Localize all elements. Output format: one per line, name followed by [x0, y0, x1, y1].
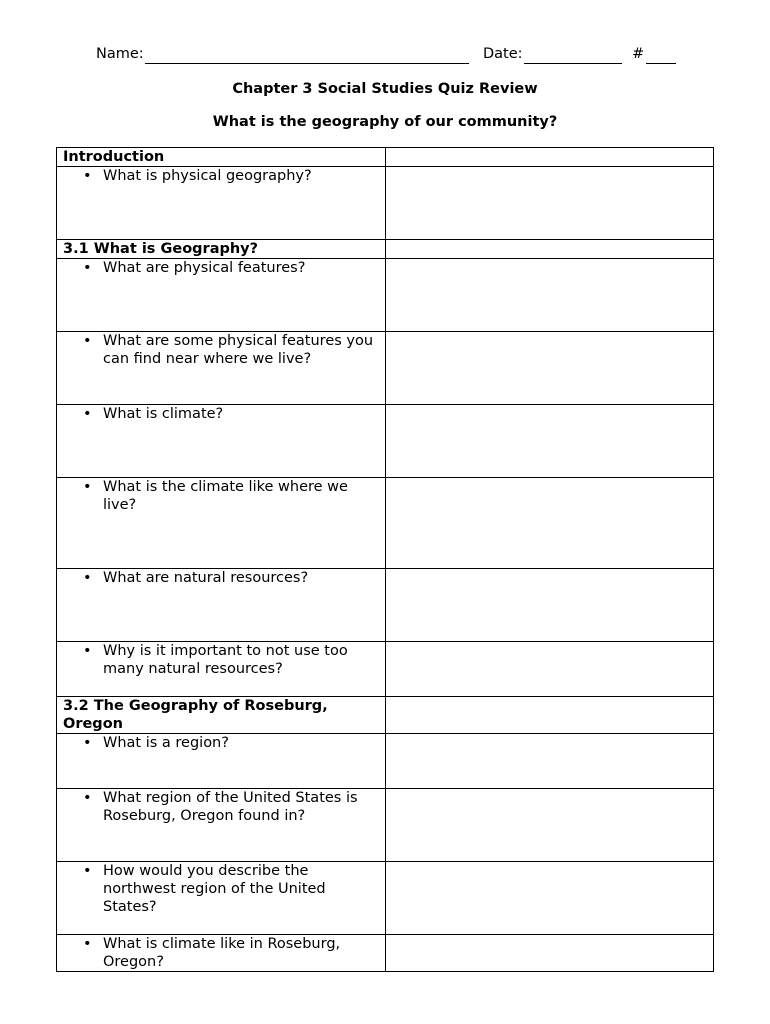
bullet-icon: • — [83, 260, 92, 276]
question-text: What are some physical features you can find near where we live? — [103, 333, 374, 367]
answer-cell[interactable] — [386, 332, 714, 405]
review-table — [56, 147, 714, 972]
section-row — [57, 697, 714, 734]
question-row — [57, 259, 714, 332]
answer-cell[interactable] — [386, 569, 714, 642]
answer-cell[interactable] — [386, 167, 714, 240]
bullet-icon: • — [83, 643, 92, 659]
answer-cell[interactable] — [386, 642, 714, 697]
answer-cell[interactable] — [386, 697, 714, 734]
bullet-icon: • — [83, 333, 92, 349]
name-field[interactable] — [145, 63, 469, 64]
page-subtitle: What is the geography of our community? — [212, 114, 558, 130]
question-row — [57, 734, 714, 789]
date-field[interactable] — [524, 63, 622, 64]
question-row — [57, 642, 714, 697]
bullet-icon: • — [83, 735, 92, 751]
question-text: Why is it important to not use too many natural resources? — [103, 643, 348, 677]
question-row — [57, 569, 714, 642]
answer-cell[interactable] — [386, 478, 714, 569]
page-title: Chapter 3 Social Studies Quiz Review — [232, 81, 538, 97]
answer-cell[interactable] — [386, 862, 714, 935]
number-field[interactable] — [646, 63, 676, 64]
section-heading: 3.2 The Geography of Roseburg, Oregon — [57, 697, 386, 734]
question-row — [57, 789, 714, 862]
question-text: What are natural resources? — [103, 570, 309, 586]
answer-cell[interactable] — [386, 259, 714, 332]
question-text: What is physical geography? — [103, 168, 312, 184]
bullet-icon: • — [83, 406, 92, 422]
question-row — [57, 405, 714, 478]
question-text: What are physical features? — [103, 260, 306, 276]
date-label: Date: — [483, 46, 523, 62]
question-row — [57, 332, 714, 405]
question-text: What region of the United States is Roseburg, Oregon found in? — [103, 790, 358, 824]
answer-cell[interactable] — [386, 734, 714, 789]
bullet-icon: • — [83, 790, 92, 806]
question-row — [57, 167, 714, 240]
question-row — [57, 862, 714, 935]
section-heading: Introduction — [57, 148, 386, 167]
bullet-icon: • — [83, 168, 92, 184]
question-text: What is climate like in Roseburg, Oregon? — [103, 936, 341, 970]
question-text: What is a region? — [103, 735, 229, 751]
section-heading: 3.1 What is Geography? — [57, 240, 386, 259]
bullet-icon: • — [83, 570, 92, 586]
header-fields — [96, 46, 686, 66]
bullet-icon: • — [83, 863, 92, 879]
answer-cell[interactable] — [386, 935, 714, 972]
bullet-icon: • — [83, 479, 92, 495]
question-row — [57, 935, 714, 972]
answer-cell[interactable] — [386, 789, 714, 862]
question-text: What is the climate like where we live? — [103, 479, 348, 513]
question-text: What is climate? — [103, 406, 224, 422]
question-text: How would you describe the northwest region of the United States? — [103, 863, 326, 915]
answer-cell[interactable] — [386, 405, 714, 478]
section-row — [57, 240, 714, 259]
number-label: # — [632, 46, 645, 62]
question-row — [57, 478, 714, 569]
section-row — [57, 148, 714, 167]
bullet-icon: • — [83, 936, 92, 952]
answer-cell[interactable] — [386, 240, 714, 259]
answer-cell[interactable] — [386, 148, 714, 167]
name-label: Name: — [96, 46, 144, 62]
